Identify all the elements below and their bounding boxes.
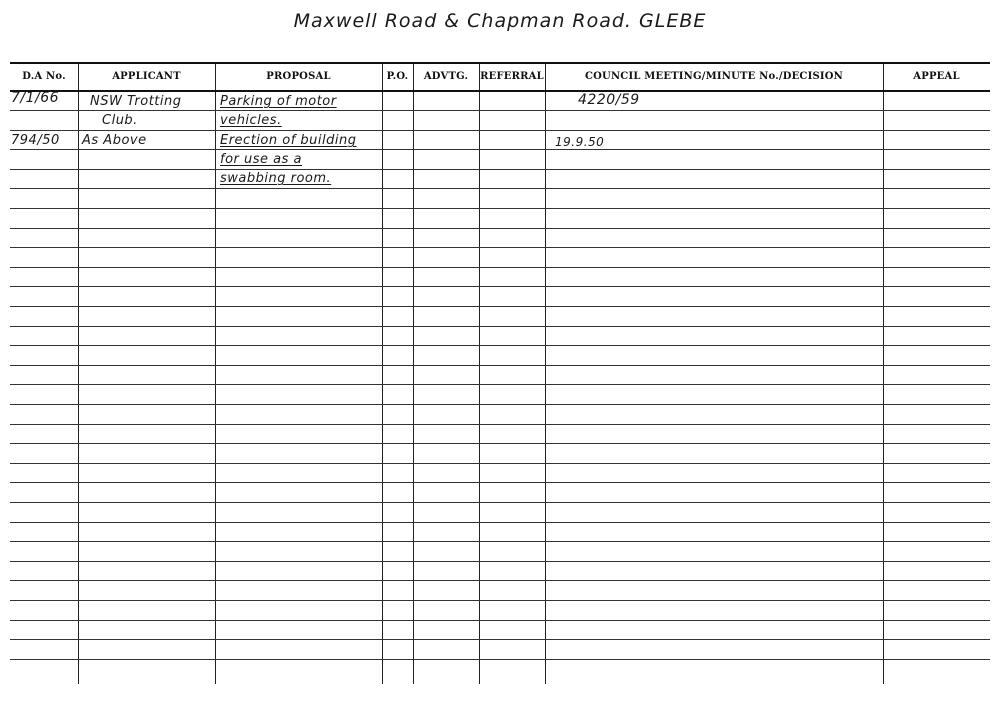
row-rule — [10, 659, 990, 660]
entry-da-number: 794/50 — [11, 133, 60, 148]
row-rule — [10, 62, 990, 64]
row-rule — [10, 384, 990, 385]
column-divider — [479, 62, 480, 684]
header-referral: REFERRAL — [480, 70, 544, 82]
entry-applicant: NSW Trotting — [90, 94, 182, 109]
header-po: P.O. — [386, 70, 409, 82]
header-applicant: APPLICANT — [112, 70, 181, 82]
row-rule — [10, 326, 990, 327]
entry-applicant: As Above — [82, 133, 147, 148]
register-table — [10, 62, 990, 684]
header-da-no: D.A No. — [22, 70, 66, 82]
row-rule — [10, 90, 990, 92]
entry-council-decision: 19.9.50 — [555, 135, 605, 149]
row-rule — [10, 286, 990, 287]
row-rule — [10, 600, 990, 601]
entry-proposal: swabbing room. — [220, 171, 332, 186]
column-divider — [883, 62, 884, 684]
row-rule — [10, 306, 990, 307]
row-rule — [10, 443, 990, 444]
row-rule — [10, 620, 990, 621]
row-rule — [10, 188, 990, 189]
row-rule — [10, 561, 990, 562]
column-divider — [215, 62, 216, 684]
row-rule — [10, 365, 990, 366]
row-rule — [10, 169, 990, 170]
entry-council-decision: 4220/59 — [578, 92, 640, 108]
entry-proposal: vehicles. — [220, 113, 282, 128]
row-rule — [10, 149, 990, 150]
row-rule — [10, 345, 990, 346]
column-divider — [545, 62, 546, 684]
page-title: Maxwell Road & Chapman Road. GLEBE — [293, 10, 707, 32]
row-rule — [10, 482, 990, 483]
row-rule — [10, 580, 990, 581]
entry-proposal: Parking of motor — [220, 94, 337, 109]
column-divider — [413, 62, 414, 684]
row-rule — [10, 130, 990, 131]
row-rule — [10, 541, 990, 542]
row-rule — [10, 404, 990, 405]
row-rule — [10, 247, 990, 248]
column-divider — [382, 62, 383, 684]
row-rule — [10, 522, 990, 523]
row-rule — [10, 110, 990, 111]
header-advtg: ADVTG. — [423, 70, 469, 82]
header-proposal: PROPOSAL — [266, 70, 331, 82]
column-divider — [78, 62, 79, 684]
header-council-meeting: COUNCIL MEETING/MINUTE No./DECISION — [584, 70, 844, 82]
entry-da-number: 7/1/66 — [11, 90, 60, 106]
row-rule — [10, 424, 990, 425]
row-rule — [10, 639, 990, 640]
row-rule — [10, 463, 990, 464]
entry-applicant: Club. — [102, 113, 138, 128]
row-rule — [10, 228, 990, 229]
row-rule — [10, 267, 990, 268]
header-appeal: APPEAL — [913, 70, 960, 82]
entry-proposal: for use as a — [220, 152, 302, 167]
row-rule — [10, 502, 990, 503]
entry-proposal: Erection of building — [220, 133, 357, 148]
row-rule — [10, 208, 990, 209]
